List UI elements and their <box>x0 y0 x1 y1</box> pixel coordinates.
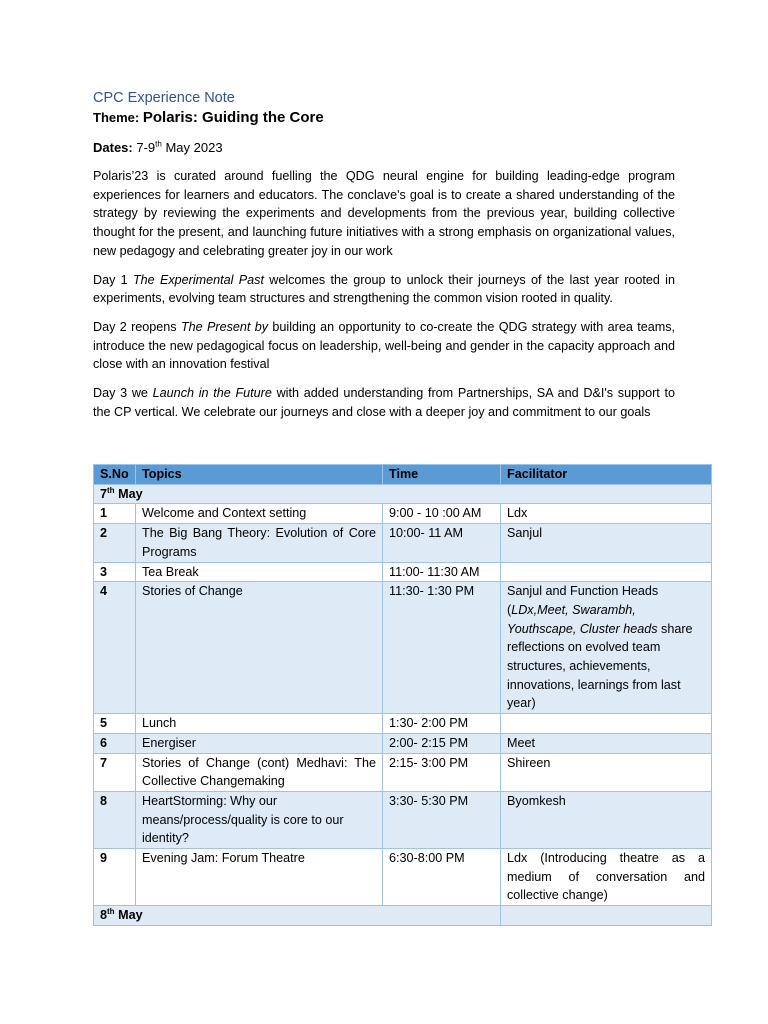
row-sno: 2 <box>94 524 136 562</box>
day-number: 7 <box>100 486 108 501</box>
row-facilitator: Byomkesh <box>501 791 712 848</box>
facilitator-pre: Sanjul and Function Heads ( <box>507 584 659 617</box>
row-facilitator <box>501 582 712 714</box>
header-time: Time <box>383 465 501 485</box>
row-facilitator: Meet <box>501 733 712 753</box>
day-month: May <box>114 908 143 923</box>
day2-pre: Day 2 reopens <box>93 319 181 334</box>
table-row <box>94 733 712 753</box>
row-topic: Stories of Change (cont) Medhavi: The Collective Changemaking <box>136 753 383 791</box>
intro-paragraph: Polaris’23 is curated around fuelling the QDG neural engine for building leading-edge program experiences for learners and educators. The conclave's goal is to create a shared understanding of the strategy by reviewing the experiments and developments from the previous year, building collective thought for the present, and launching future initiatives with a strong emphasis on organizational values, new pedagogy and celebrating greater joy in our work <box>93 169 675 258</box>
day2-emphasis: The Present by <box>180 319 269 334</box>
row-sno: 6 <box>94 733 136 753</box>
day3-post: with added understanding from Partnerships, SA and D&I's support to the CP vertical. We celebrate our journeys and close with a deeper joy and commitment to our goals <box>93 386 676 419</box>
row-time: 1:30- 2:00 PM <box>383 714 501 734</box>
table-row <box>94 714 712 734</box>
dates-line <box>93 140 675 155</box>
row-time: 6:30-8:00 PM <box>383 849 501 906</box>
dates-label: Dates: <box>93 140 133 155</box>
row-facilitator <box>501 562 712 582</box>
row-topic: Energiser <box>136 733 383 753</box>
table-row <box>94 753 712 791</box>
day-label <box>94 906 501 926</box>
row-facilitator: Shireen <box>501 753 712 791</box>
row-topic: Tea Break <box>136 562 383 582</box>
day3-pre: Day 3 we <box>93 386 153 401</box>
day1-paragraph <box>93 271 675 308</box>
row-sno: 5 <box>94 714 136 734</box>
day-label <box>94 484 712 504</box>
dates-start: 7-9 <box>136 140 156 155</box>
day-number: 8 <box>100 908 108 923</box>
theme-value: Polaris: Guiding the Core <box>142 109 324 126</box>
header-facilitator: Facilitator <box>501 465 712 485</box>
row-time: 2:00- 2:15 PM <box>383 733 501 753</box>
theme-line <box>93 109 675 126</box>
row-sno: 9 <box>94 849 136 906</box>
row-facilitator: Ldx <box>501 504 712 524</box>
day3-paragraph <box>93 384 675 421</box>
row-time: 3:30- 5:30 PM <box>383 791 501 848</box>
day-row-8-may <box>94 906 712 926</box>
row-time: 11:30- 1:30 PM <box>383 582 501 714</box>
row-sno: 4 <box>94 582 136 714</box>
day1-pre: Day 1 <box>93 272 133 287</box>
row-topic: Lunch <box>136 714 383 734</box>
day-suffix: th <box>107 906 115 916</box>
document-heading: CPC Experience Note <box>93 90 235 106</box>
day2-paragraph <box>93 318 675 374</box>
row-facilitator: Ldx (Introducing theatre as a medium of conversation and collective change) <box>501 849 712 906</box>
table-row <box>94 562 712 582</box>
day2-post: building an opportunity to co-create the QDG strategy with area teams, introduce the new pedagogical focus on leadership, well-being and gender in the capacity approach and close with an innovation festival <box>93 319 675 372</box>
row-sno: 3 <box>94 562 136 582</box>
table-header-row <box>94 465 712 485</box>
dates-suffix: th <box>155 139 162 149</box>
row-time: 11:00- 11:30 AM <box>383 562 501 582</box>
day1-post: welcomes the group to unlock their journeys of the last year rooted in experiments, evolving team structures and strengthening the common vision rooted in quality. <box>93 272 675 306</box>
table-row <box>94 849 712 906</box>
row-sno: 1 <box>94 504 136 524</box>
day-empty-cell <box>501 906 712 926</box>
row-facilitator <box>501 714 712 734</box>
table-row <box>94 791 712 848</box>
row-time: 9:00 - 10 :00 AM <box>383 504 501 524</box>
facilitator-emphasis: LDx,Meet, Swarambh, Youthscape, Cluster heads <box>507 602 658 636</box>
row-time: 10:00- 11 AM <box>383 524 501 562</box>
day-row-7-may <box>94 484 712 504</box>
table-row <box>94 582 712 714</box>
dates-month-year: May 2023 <box>161 140 223 155</box>
row-topic: Stories of Change <box>136 582 383 714</box>
row-topic: The Big Bang Theory: Evolution of Core Programs <box>136 524 383 562</box>
header-topics: Topics <box>136 465 383 485</box>
row-facilitator: Sanjul <box>501 524 712 562</box>
row-time: 2:15- 3:00 PM <box>383 753 501 791</box>
day-month: May <box>114 486 143 501</box>
schedule-table <box>93 464 712 926</box>
row-topic: Evening Jam: Forum Theatre <box>136 849 383 906</box>
theme-label: Theme: <box>93 110 140 125</box>
day1-emphasis: The Experimental Past <box>132 272 264 287</box>
day3-emphasis: Launch in the Future <box>152 386 272 401</box>
day-suffix: th <box>107 485 115 495</box>
facilitator-post: share reflections on evolved team structures, achievements, innovations, learnings from last year) <box>507 621 693 711</box>
row-topic: HeartStorming: Why our means/process/quality is core to our identity? <box>136 791 383 848</box>
row-topic: Welcome and Context setting <box>136 504 383 524</box>
document-body <box>93 90 675 431</box>
table-row <box>94 504 712 524</box>
header-sno: S.No <box>94 465 136 485</box>
table-row <box>94 524 712 562</box>
row-sno: 7 <box>94 753 136 791</box>
row-sno: 8 <box>94 791 136 848</box>
